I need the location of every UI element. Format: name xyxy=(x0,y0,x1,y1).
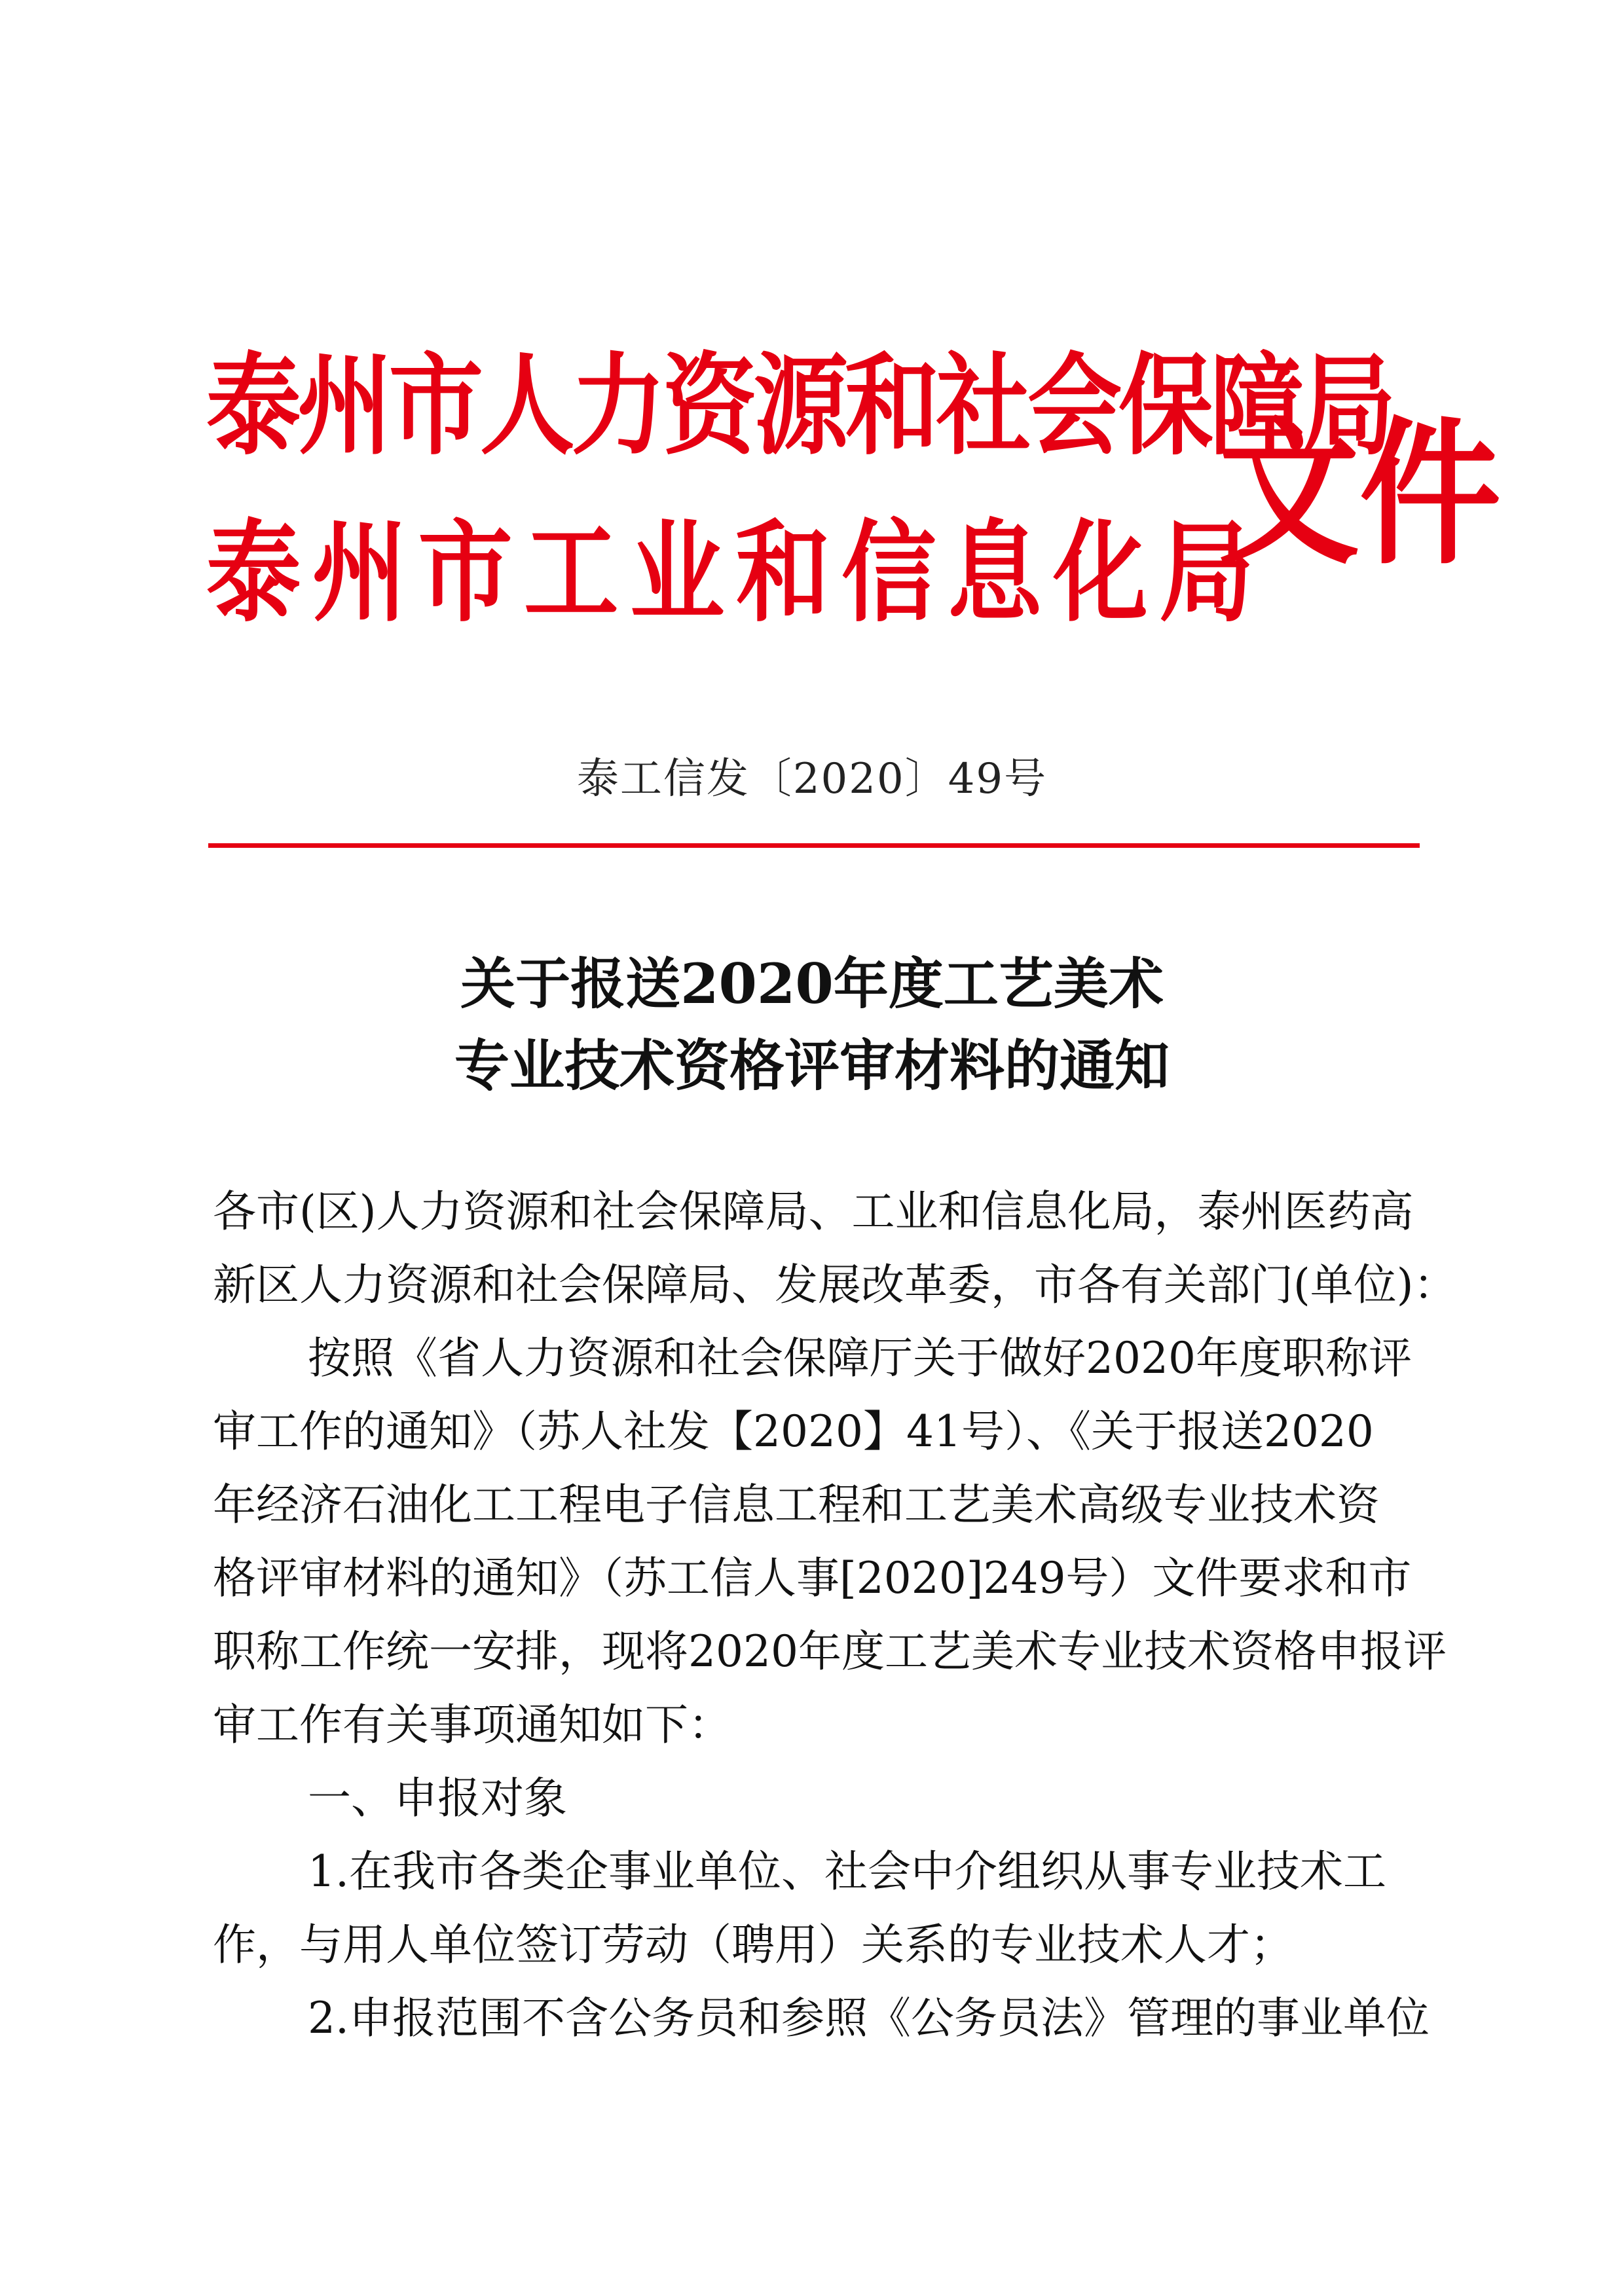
item-2-line-1: 2.申报范围不含公务员和参照《公务员法》管理的事业单位 xyxy=(308,1993,1430,2043)
document-header xyxy=(206,340,1502,681)
issuer-hr-bureau: 泰州市人力资源和社会保障局 xyxy=(206,342,1393,470)
notice-body xyxy=(213,1175,1457,2055)
paragraph-1-line-3: 年经济石油化工工程电子信息工程和工艺美术高级专业技术资 xyxy=(213,1480,1380,1530)
paragraph-1-line-5: 职称工作统一安排，现将2020年度工艺美术专业技术资格申报评 xyxy=(213,1626,1447,1677)
section-heading-applicants: 一、申报对象 xyxy=(308,1773,567,1823)
title-line-2: 专业技术资格评审材料的通知 xyxy=(454,1033,1170,1098)
item-1-line-2: 作，与用人单位签订劳动（聘用）关系的专业技术人才； xyxy=(213,1920,1293,1970)
document-number: 泰工信发〔2020〕49号 xyxy=(576,755,1048,803)
red-divider xyxy=(208,843,1420,848)
paragraph-1-line-1: 按照《省人力资源和社会保障厅关于做好2020年度职称评 xyxy=(308,1333,1412,1383)
item-1-line-1: 1.在我市各类企事业单位、社会中介组织从事专业技术工 xyxy=(308,1846,1386,1897)
paragraph-1-line-4: 格评审材料的通知》（苏工信人事[2020]249号）文件要求和市 xyxy=(213,1553,1412,1603)
addressee-line-2: 新区人力资源和社会保障局、发展改革委，市各有关部门(单位)： xyxy=(213,1260,1457,1310)
addressee-line-1: 各市(区)人力资源和社会保障局、工业和信息化局，泰州医药高 xyxy=(213,1186,1414,1237)
issuer-industry-bureau: 泰州市工业和信息化局 xyxy=(206,509,1265,637)
title-line-1: 关于报送2020年度工艺美术 xyxy=(460,951,1164,1016)
paragraph-1-line-2: 审工作的通知》（苏人社发【2020】41号）、《关于报送2020 xyxy=(213,1406,1374,1457)
notice-title xyxy=(0,943,1624,1106)
paragraph-1-line-6: 审工作有关事项通知如下： xyxy=(213,1700,731,1750)
document-word: 文件 xyxy=(1218,403,1502,586)
